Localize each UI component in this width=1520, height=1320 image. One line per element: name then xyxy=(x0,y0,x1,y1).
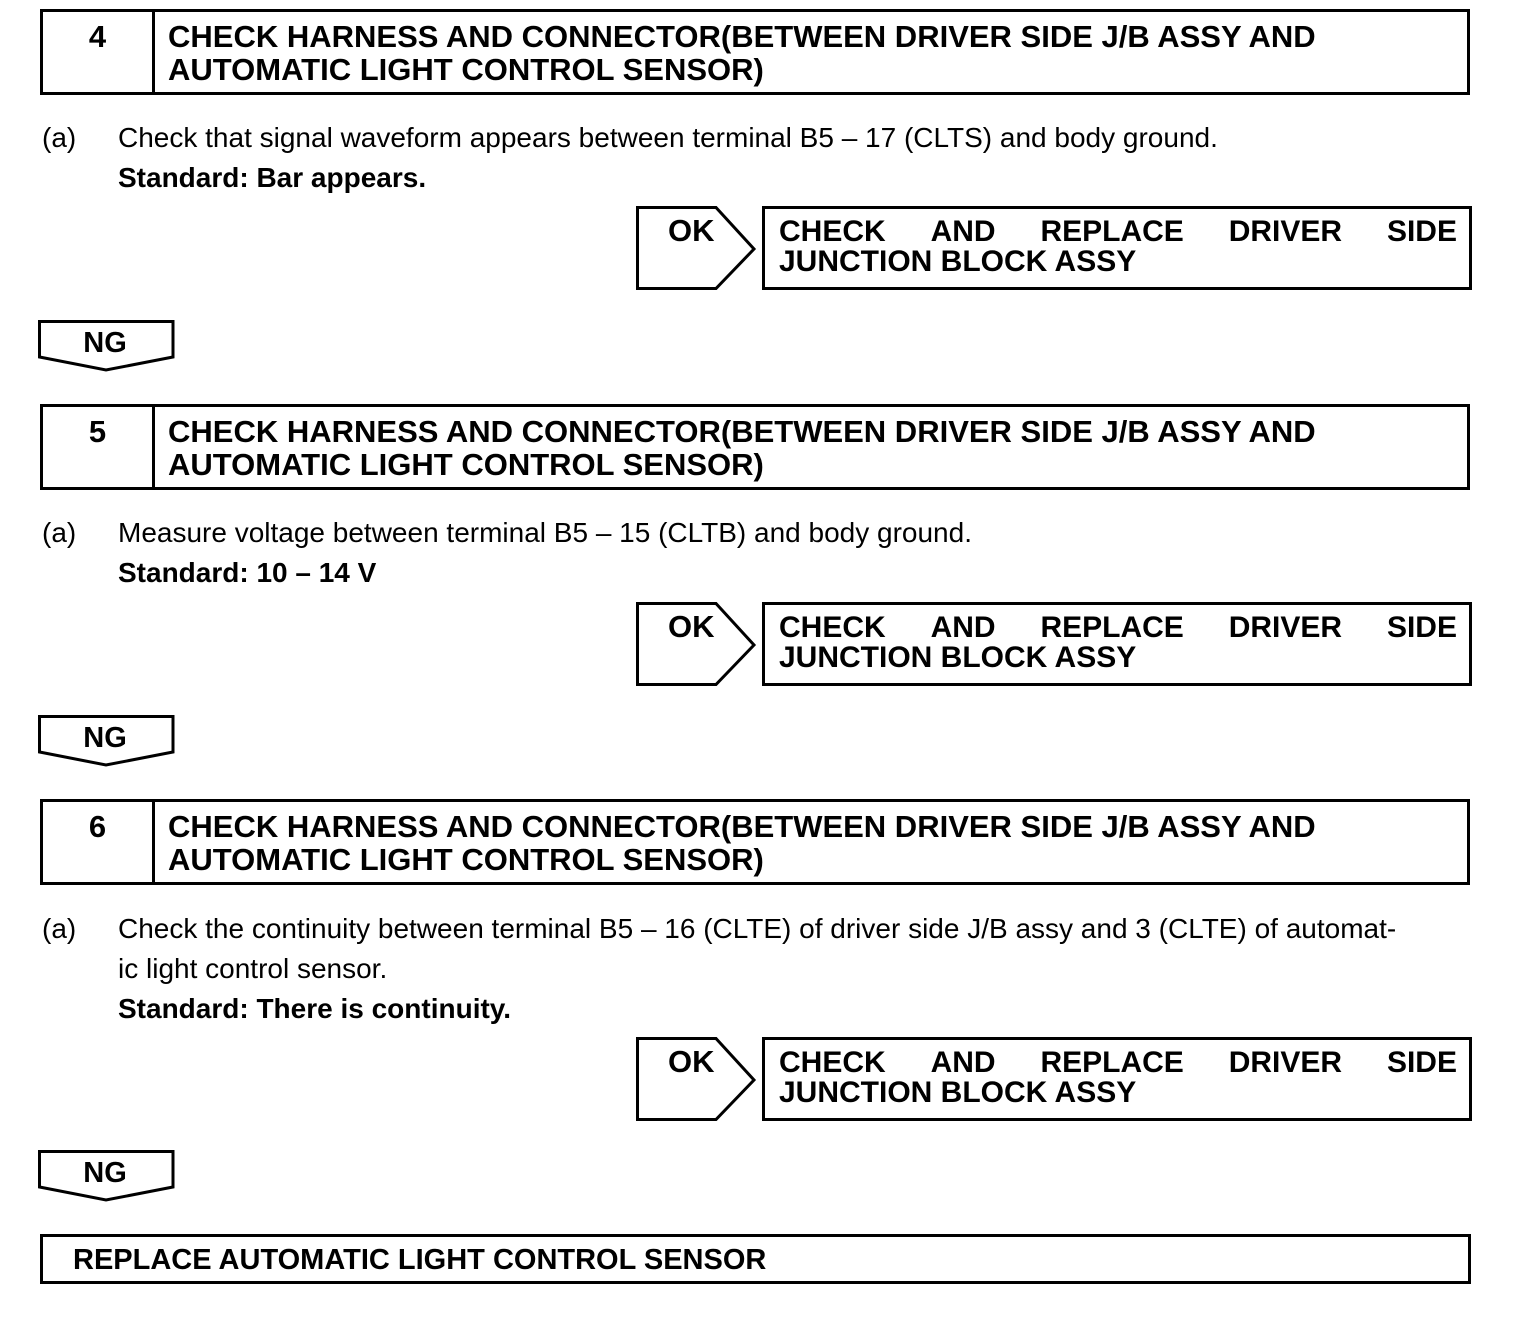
step-6-title-line1: CHECK HARNESS AND CONNECTOR(BETWEEN DRIVER SIDE J/B ASSY AND xyxy=(168,809,1316,844)
step-4-ok-result-line2: JUNCTION BLOCK ASSY xyxy=(779,245,1137,278)
step-5-item-line1: Measure voltage between terminal B5 – 15 (CLTB) and body ground. xyxy=(118,517,972,548)
step-4-ok-result xyxy=(762,206,1472,290)
result-word: SIDE xyxy=(1386,1046,1457,1079)
step-5-title-line2: AUTOMATIC LIGHT CONTROL SENSOR) xyxy=(168,447,764,482)
step-6-header xyxy=(40,799,1470,885)
step-5-standard: Standard: 10 – 14 V xyxy=(118,557,377,588)
step-5-ok-result-line1 xyxy=(779,613,1457,643)
step-6-ng-arrow xyxy=(38,1150,176,1202)
step-6-title xyxy=(155,802,1467,882)
step-6-title-line2: AUTOMATIC LIGHT CONTROL SENSOR) xyxy=(168,842,764,877)
result-word: REPLACE xyxy=(1040,611,1184,644)
step-4-ng-label: NG xyxy=(83,327,127,359)
step-4-title-line1: CHECK HARNESS AND CONNECTOR(BETWEEN DRIVER SIDE J/B ASSY AND xyxy=(168,19,1316,54)
final-action-box: REPLACE AUTOMATIC LIGHT CONTROL SENSOR xyxy=(40,1234,1471,1284)
step-5-ok-result xyxy=(762,602,1472,686)
step-4-ng-arrow xyxy=(38,320,176,372)
result-word: AND xyxy=(930,611,996,644)
step-5-title-line1: CHECK HARNESS AND CONNECTOR(BETWEEN DRIVER SIDE J/B ASSY AND xyxy=(168,414,1316,449)
step-4-number: 4 xyxy=(43,12,155,92)
step-6-ok-result-line1 xyxy=(779,1048,1457,1078)
step-4-ok-label: OK xyxy=(668,213,715,248)
step-6-number: 6 xyxy=(43,802,155,882)
step-6-item-text xyxy=(118,909,1478,989)
step-6-ok-result xyxy=(762,1037,1472,1121)
step-4-standard: Standard: Bar appears. xyxy=(118,162,427,193)
step-6-ok-label: OK xyxy=(668,1044,715,1079)
step-4-title xyxy=(155,12,1467,92)
step-5-ng-arrow xyxy=(38,715,176,767)
result-word: REPLACE xyxy=(1040,1046,1184,1079)
step-4-item-text xyxy=(118,118,1478,158)
step-5-header xyxy=(40,404,1470,490)
result-word: CHECK xyxy=(779,1046,886,1079)
step-4-ok-arrow xyxy=(636,206,758,292)
step-5-item-label: (a) xyxy=(42,517,77,548)
step-4-title-line2: AUTOMATIC LIGHT CONTROL SENSOR) xyxy=(168,52,764,87)
result-word: AND xyxy=(930,215,996,248)
step-6-item-line2: ic light control sensor. xyxy=(118,953,388,984)
result-word: REPLACE xyxy=(1040,215,1184,248)
step-6-ok-result-line2: JUNCTION BLOCK ASSY xyxy=(779,1076,1137,1109)
result-word: AND xyxy=(930,1046,996,1079)
step-6-standard: Standard: There is continuity. xyxy=(118,993,512,1024)
step-4-ok-result-line1 xyxy=(779,217,1457,247)
result-word: DRIVER xyxy=(1228,1046,1343,1079)
step-6-item-line1: Check the continuity between terminal B5 – 16 (CLTE) of driver side J/B assy and 3 (CLTE) of automat- xyxy=(118,913,1397,944)
result-word: SIDE xyxy=(1386,215,1457,248)
result-word: CHECK xyxy=(779,215,886,248)
step-5-number: 5 xyxy=(43,407,155,487)
step-5-ok-arrow xyxy=(636,602,758,688)
step-6-item-label: (a) xyxy=(42,913,77,944)
step-5-title xyxy=(155,407,1467,487)
step-5-ng-label: NG xyxy=(83,722,127,754)
result-word: DRIVER xyxy=(1228,215,1343,248)
step-4-item-label: (a) xyxy=(42,122,77,153)
result-word: CHECK xyxy=(779,611,886,644)
step-5-ok-label: OK xyxy=(668,609,715,644)
result-word: SIDE xyxy=(1386,611,1457,644)
step-5-ok-result-line2: JUNCTION BLOCK ASSY xyxy=(779,641,1137,674)
step-5-item-text xyxy=(118,513,1478,553)
step-6-ok-arrow xyxy=(636,1037,758,1123)
step-4-item-line1: Check that signal waveform appears between terminal B5 – 17 (CLTS) and body ground. xyxy=(118,122,1218,153)
step-6-ng-label: NG xyxy=(83,1157,127,1189)
step-4-header xyxy=(40,9,1470,95)
result-word: DRIVER xyxy=(1228,611,1343,644)
